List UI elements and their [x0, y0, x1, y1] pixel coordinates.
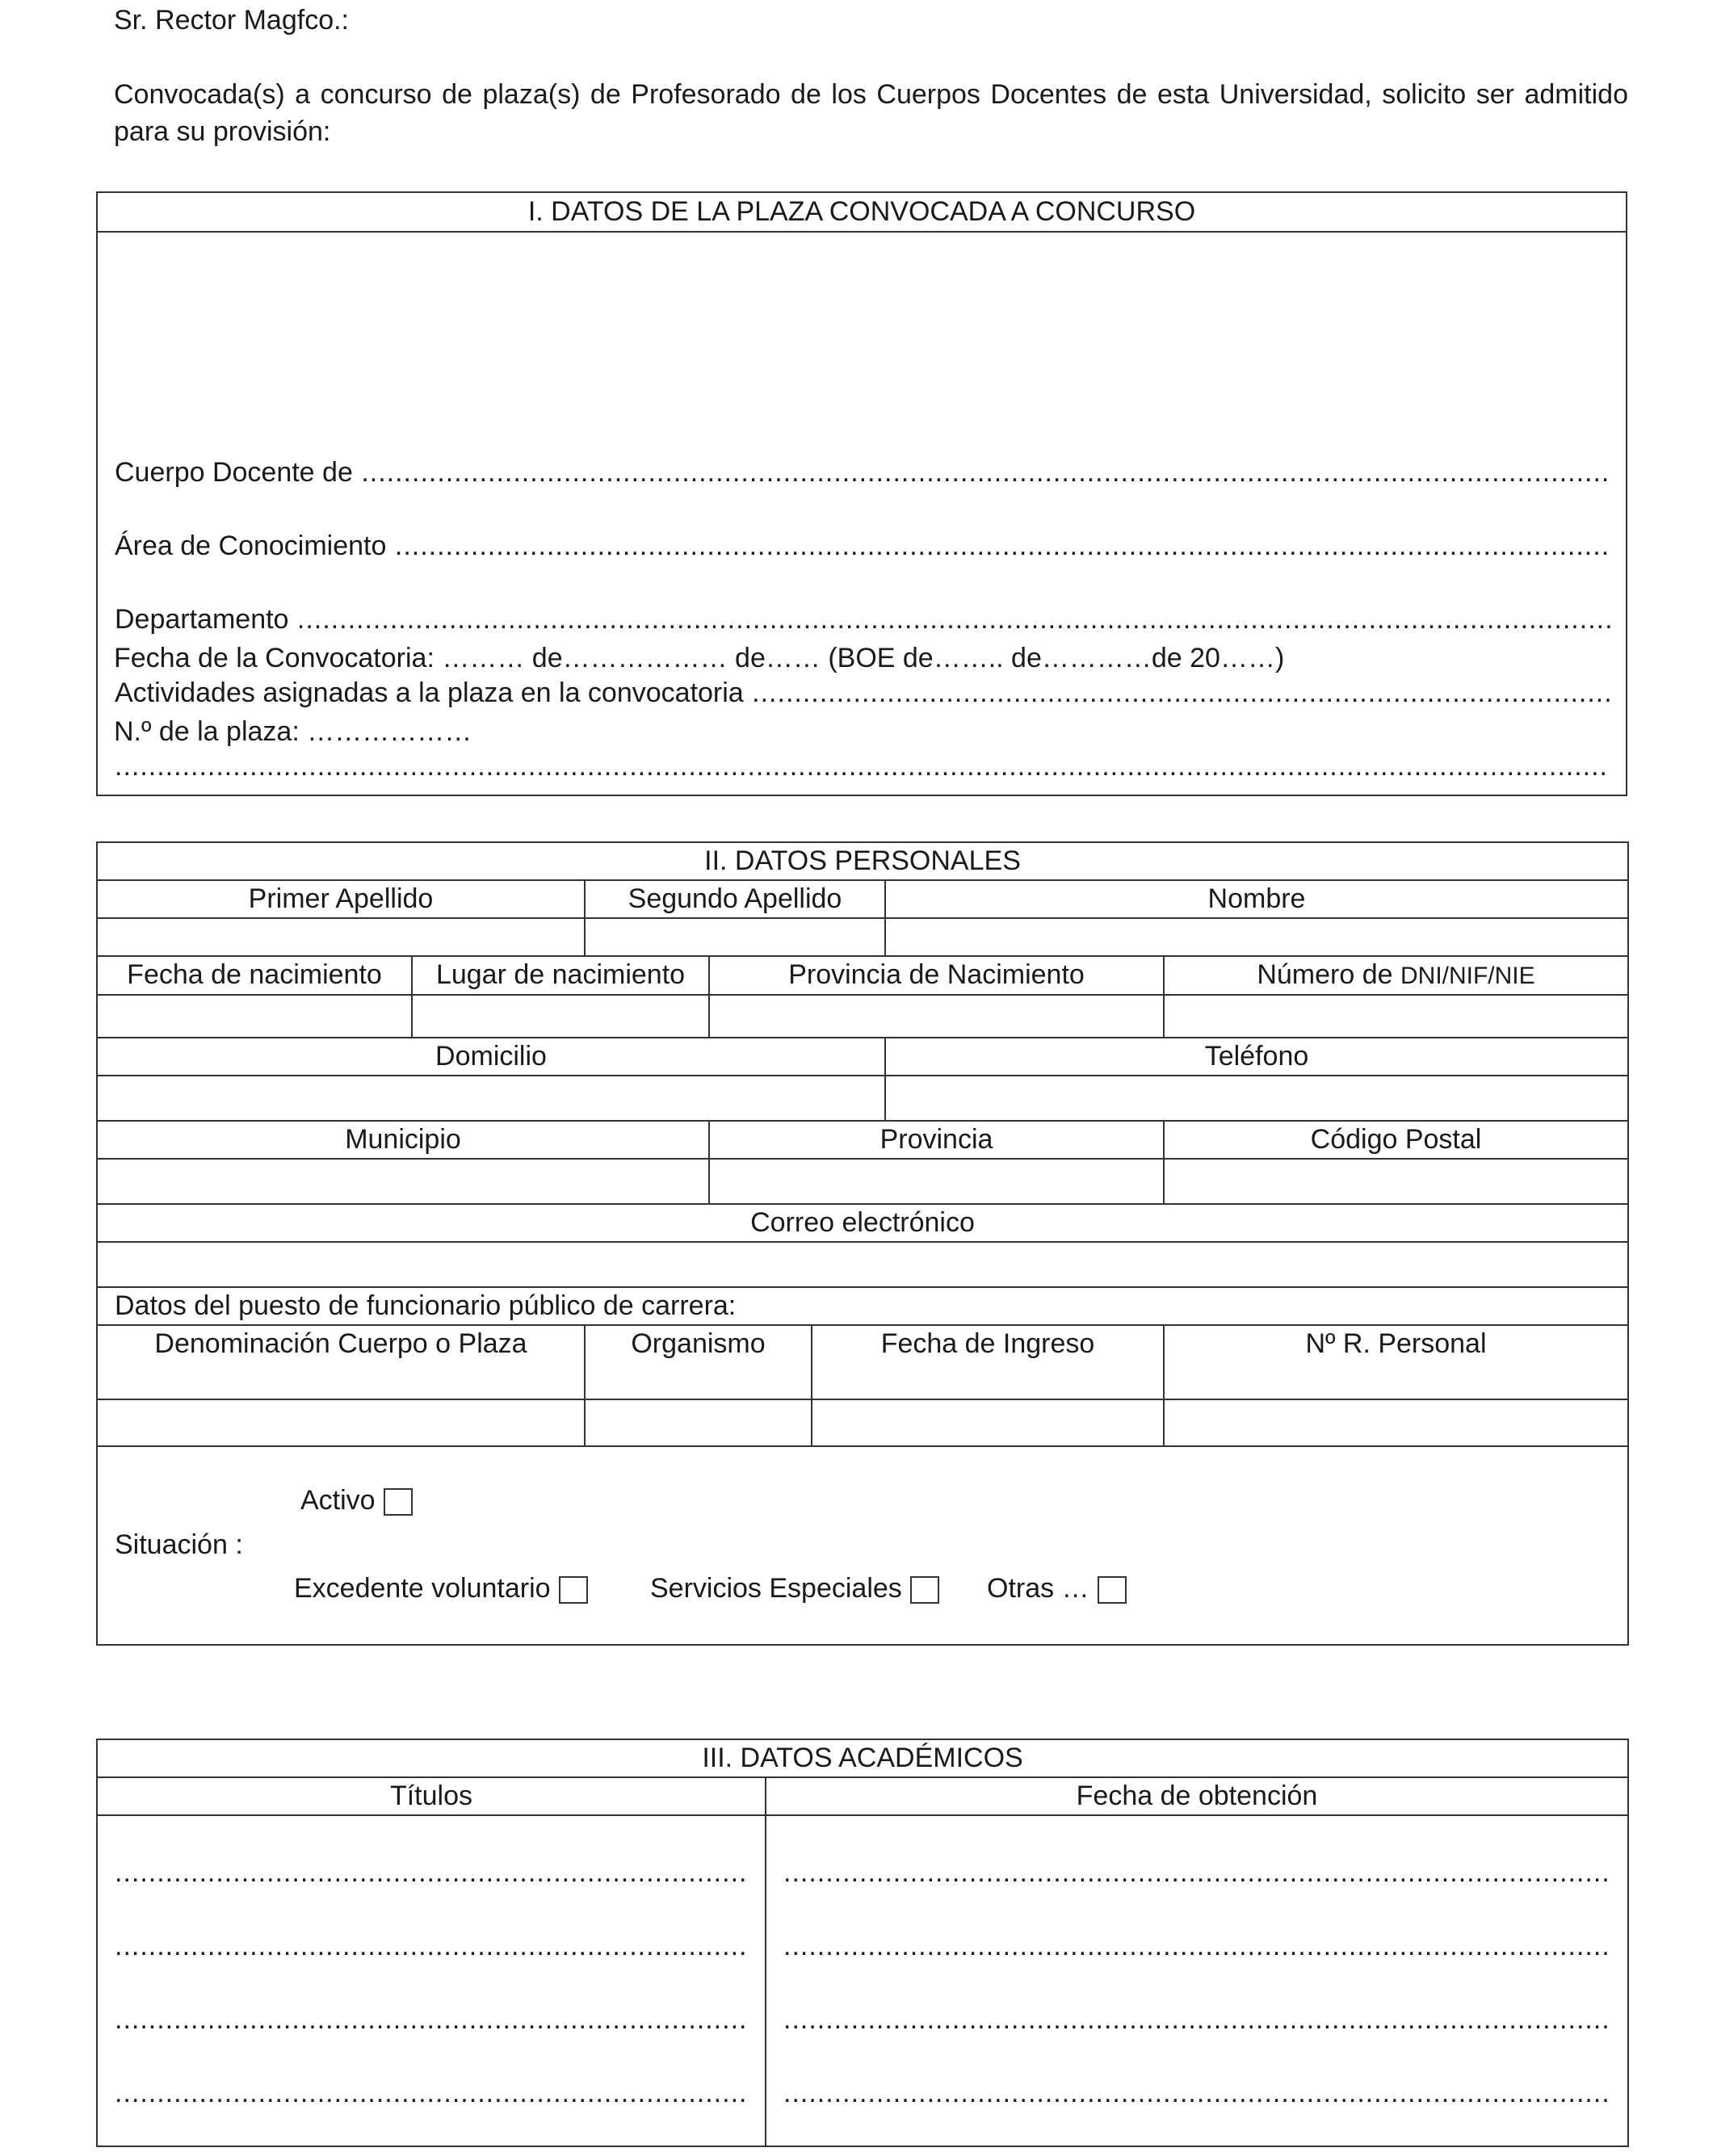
codigo-postal-input[interactable]	[1164, 1159, 1628, 1204]
excedente-option[interactable]	[294, 1572, 588, 1604]
situacion-block	[97, 1446, 1628, 1645]
activo-checkbox[interactable]	[384, 1488, 413, 1516]
titulo-line[interactable]	[115, 1983, 748, 2057]
correo-input[interactable]	[97, 1242, 1628, 1287]
actividades-label: Actividades asignadas a la plaza en la convocatoria	[115, 677, 744, 708]
organismo-input[interactable]	[585, 1399, 812, 1446]
telefono-label: Teléfono	[885, 1038, 1628, 1076]
section-academicos	[96, 1739, 1629, 2147]
nombre-label: Nombre	[885, 880, 1628, 918]
actividades-continuation-field[interactable]	[115, 750, 1610, 782]
correo-label: Correo electrónico	[97, 1204, 1628, 1242]
provincia-input[interactable]	[709, 1159, 1164, 1204]
excedente-checkbox[interactable]	[559, 1576, 588, 1604]
departamento-field[interactable]	[115, 603, 1610, 635]
cuerpo-docente-label: Cuerpo Docente de	[115, 457, 353, 488]
otras-option[interactable]	[987, 1572, 1127, 1604]
titulo-line[interactable]	[115, 1836, 748, 1910]
otras-label: Otras …	[987, 1573, 1089, 1604]
municipio-label: Municipio	[97, 1121, 709, 1159]
excedente-label: Excedente voluntario	[294, 1573, 551, 1604]
activo-option[interactable]	[300, 1484, 413, 1516]
primer-apellido-input[interactable]	[97, 918, 585, 956]
fecha-nacimiento-input[interactable]	[97, 995, 412, 1038]
section-plaza	[96, 191, 1627, 796]
organismo-label: Organismo	[585, 1325, 812, 1399]
dni-label-suffix: DNI/NIF/NIE	[1400, 963, 1535, 989]
dni-label	[1164, 956, 1628, 995]
otras-checkbox[interactable]	[1098, 1576, 1127, 1604]
fecha-obtencion-list	[766, 1815, 1628, 2146]
fecha-obtencion-line[interactable]	[783, 2057, 1610, 2130]
municipio-input[interactable]	[97, 1159, 709, 1204]
fecha-obtencion-line[interactable]	[783, 1836, 1610, 1910]
actividades-field[interactable]	[115, 677, 1610, 709]
dni-input[interactable]	[1164, 995, 1628, 1038]
numero-plaza[interactable]: N.º de la plaza: ………………	[114, 716, 472, 747]
cuerpo-docente-field[interactable]	[115, 456, 1610, 489]
lugar-nacimiento-label: Lugar de nacimiento	[412, 956, 709, 995]
titulo-line[interactable]	[115, 2057, 748, 2130]
area-conocimiento-label: Área de Conocimiento	[115, 531, 387, 561]
provincia-nacimiento-label: Provincia de Nacimiento	[709, 956, 1164, 995]
section-academicos-title: III. DATOS ACADÉMICOS	[97, 1739, 1628, 1777]
departamento-label: Departamento	[115, 604, 289, 635]
denominacion-label: Denominación Cuerpo o Plaza	[97, 1325, 585, 1399]
intro-paragraph: Convocada(s) a concurso de plaza(s) de Profesorado de los Cuerpos Docentes de esta Universidad, solicito ser admitido para su provisión:	[114, 79, 1628, 147]
servicios-especiales-label: Servicios Especiales	[650, 1573, 902, 1604]
nrp-label: Nº R. Personal	[1164, 1325, 1628, 1399]
fecha-convocatoria[interactable]: Fecha de la Convocatoria: ……… de……………… de…… (BOE de…….. de…………de 20……)	[114, 643, 1285, 673]
situacion-label: Situación :	[115, 1529, 243, 1560]
lugar-nacimiento-input[interactable]	[412, 995, 709, 1038]
domicilio-label: Domicilio	[97, 1038, 885, 1076]
fecha-obtencion-label: Fecha de obtención	[766, 1777, 1628, 1815]
provincia-label: Provincia	[709, 1121, 1164, 1159]
codigo-postal-label: Código Postal	[1164, 1121, 1628, 1159]
segundo-apellido-label: Segundo Apellido	[585, 880, 885, 918]
denominacion-input[interactable]	[97, 1399, 585, 1446]
funcionario-heading: Datos del puesto de funcionario público de carrera:	[97, 1287, 1628, 1325]
section-plaza-title: I. DATOS DE LA PLAZA CONVOCADA A CONCURSO	[98, 193, 1626, 233]
titulo-line[interactable]	[115, 1910, 748, 1983]
servicios-especiales-option[interactable]	[650, 1572, 939, 1604]
titulos-label: Títulos	[97, 1777, 766, 1815]
nrp-input[interactable]	[1164, 1399, 1628, 1446]
section-personal	[96, 841, 1629, 1646]
nombre-input[interactable]	[885, 918, 1628, 956]
telefono-input[interactable]	[885, 1076, 1628, 1121]
activo-label: Activo	[300, 1485, 376, 1516]
section-personal-title: II. DATOS PERSONALES	[97, 842, 1628, 880]
fecha-obtencion-line[interactable]	[783, 1910, 1610, 1983]
fecha-obtencion-line[interactable]	[783, 1983, 1610, 2057]
domicilio-input[interactable]	[97, 1076, 885, 1121]
salutation: Sr. Rector Magfco.:	[114, 5, 349, 36]
primer-apellido-label: Primer Apellido	[97, 880, 585, 918]
dni-label-prefix: Número de	[1257, 959, 1400, 990]
provincia-nacimiento-input[interactable]	[709, 995, 1164, 1038]
servicios-especiales-checkbox[interactable]	[910, 1576, 939, 1604]
fecha-ingreso-label: Fecha de Ingreso	[812, 1325, 1164, 1399]
area-conocimiento-field[interactable]	[115, 530, 1610, 562]
segundo-apellido-input[interactable]	[585, 918, 885, 956]
fecha-nacimiento-label: Fecha de nacimiento	[97, 956, 412, 995]
fecha-ingreso-input[interactable]	[812, 1399, 1164, 1446]
titulos-list	[97, 1815, 766, 2146]
